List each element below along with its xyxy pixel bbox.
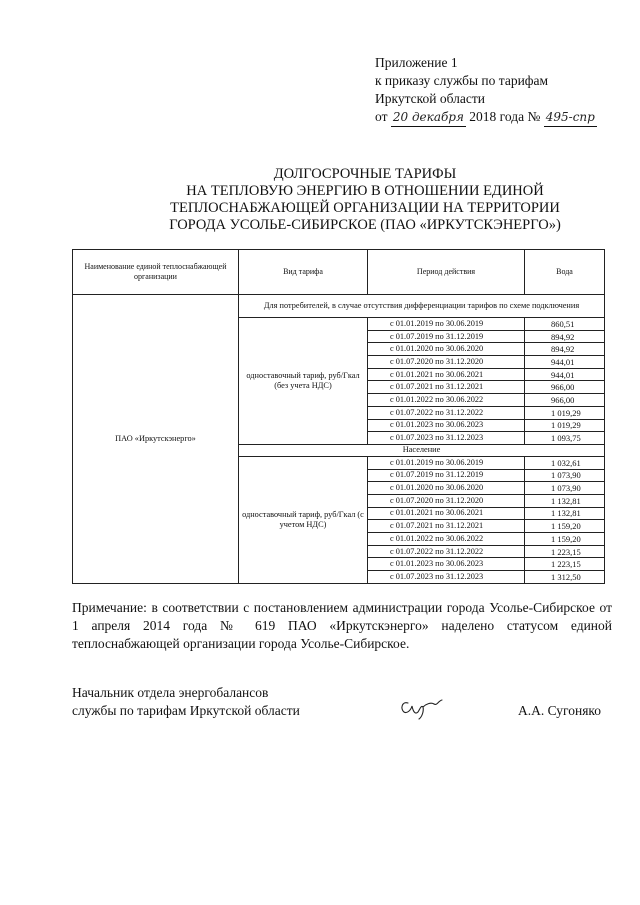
header-org: Наименование единой теплоснабжающей организации xyxy=(73,250,239,295)
position-line2: службы по тарифам Иркутской области xyxy=(72,703,300,718)
value-cell: 1 312,50 xyxy=(525,571,605,584)
position-line1: Начальник отдела энергобалансов xyxy=(72,685,269,700)
period-cell: с 01.07.2021 по 31.12.2021 xyxy=(368,381,525,394)
section2-label: Население xyxy=(239,444,605,456)
value-cell: 1 223,15 xyxy=(525,545,605,558)
tariff-table xyxy=(72,249,605,584)
period-cell: с 01.07.2020 по 31.12.2020 xyxy=(368,494,525,507)
handwritten-date: 20 декабря xyxy=(391,108,466,127)
appendix-prefix: от xyxy=(375,109,388,124)
value-cell: 1 132,81 xyxy=(525,507,605,520)
title-line3: ТЕПЛОСНАБЖАЮЩЕЙ ОРГАНИЗАЦИИ НА ТЕРРИТОРИИ xyxy=(170,200,560,216)
value-cell: 860,51 xyxy=(525,318,605,331)
value-cell: 894,92 xyxy=(525,330,605,343)
title-line2: НА ТЕПЛОВУЮ ЭНЕРГИЮ В ОТНОШЕНИИ ЕДИНОЙ xyxy=(186,183,544,199)
appendix-header xyxy=(375,54,597,127)
period-cell: с 01.07.2019 по 31.12.2019 xyxy=(368,469,525,482)
appendix-year: 2018 года № xyxy=(469,109,541,124)
period-cell: с 01.01.2021 по 30.06.2021 xyxy=(368,507,525,520)
header-tariff-type: Вид тарифа xyxy=(239,250,368,295)
section2-tariff-type: одноставочный тариф, руб/Гкал (с учетом НДС) xyxy=(239,456,368,583)
document-title xyxy=(150,166,580,234)
value-cell: 1 073,90 xyxy=(525,482,605,495)
value-cell: 894,92 xyxy=(525,343,605,356)
period-cell: с 01.07.2021 по 31.12.2021 xyxy=(368,520,525,533)
period-cell: с 01.01.2020 по 30.06.2020 xyxy=(368,343,525,356)
value-cell: 944,01 xyxy=(525,368,605,381)
period-cell: с 01.01.2019 по 30.06.2019 xyxy=(368,318,525,331)
header-period: Период действия xyxy=(368,250,525,295)
period-cell: с 01.01.2023 по 30.06.2023 xyxy=(368,419,525,432)
note-paragraph: Примечание: в соответствии с постановлением администрации города Усолье-Сибирское от 1 апреля 2014 года № 619 ПАО «Иркутскэнерго» наделено статусом единой теплоснабжающей организации города Усолье-Сибирское. xyxy=(72,600,612,651)
period-cell: с 01.07.2020 по 31.12.2020 xyxy=(368,356,525,369)
value-cell: 1 019,29 xyxy=(525,419,605,432)
period-cell: с 01.01.2022 по 30.06.2022 xyxy=(368,533,525,546)
handwritten-order-number: 495-спр xyxy=(544,108,597,127)
header-water: Вода xyxy=(525,250,605,295)
value-cell: 1 132,81 xyxy=(525,494,605,507)
value-cell: 944,01 xyxy=(525,356,605,369)
period-cell: с 01.07.2023 по 31.12.2023 xyxy=(368,571,525,584)
value-cell: 966,00 xyxy=(525,394,605,407)
section1-label: Для потребителей, в случае отсутствия дифференциации тарифов по схеме подключения xyxy=(239,295,605,318)
period-cell: с 01.01.2022 по 30.06.2022 xyxy=(368,394,525,407)
organization-cell: ПАО «Иркутскэнерго» xyxy=(73,295,239,584)
value-cell: 1 093,75 xyxy=(525,432,605,445)
period-cell: с 01.07.2022 по 31.12.2022 xyxy=(368,406,525,419)
period-cell: с 01.07.2023 по 31.12.2023 xyxy=(368,432,525,445)
signatory-name: А.А. Сугоняко xyxy=(518,703,602,718)
appendix-line2: к приказу службы по тарифам xyxy=(375,73,549,88)
appendix-line3: Иркутской области xyxy=(375,91,486,106)
appendix-date-line xyxy=(375,108,597,127)
period-cell: с 01.01.2019 по 30.06.2019 xyxy=(368,456,525,469)
signatory-position xyxy=(72,684,300,720)
period-cell: с 01.01.2021 по 30.06.2021 xyxy=(368,368,525,381)
value-cell: 1 032,61 xyxy=(525,456,605,469)
period-cell: с 01.07.2022 по 31.12.2022 xyxy=(368,545,525,558)
value-cell: 1 223,15 xyxy=(525,558,605,571)
title-line1: ДОЛГОСРОЧНЫЕ ТАРИФЫ xyxy=(273,166,457,182)
period-cell: с 01.01.2023 по 30.06.2023 xyxy=(368,558,525,571)
value-cell: 1 073,90 xyxy=(525,469,605,482)
value-cell: 1 019,29 xyxy=(525,406,605,419)
value-cell: 966,00 xyxy=(525,381,605,394)
title-line4: ГОРОДА УСОЛЬЕ-СИБИРСКОЕ (ПАО «ИРКУТСКЭНЕРГО») xyxy=(169,217,561,233)
section1-tariff-type: одноставочный тариф, руб/Гкал (без учета НДС) xyxy=(239,318,368,445)
value-cell: 1 159,20 xyxy=(525,520,605,533)
period-cell: с 01.07.2019 по 31.12.2019 xyxy=(368,330,525,343)
period-cell: с 01.01.2020 по 30.06.2020 xyxy=(368,482,525,495)
appendix-line1: Приложение 1 xyxy=(375,55,458,70)
value-cell: 1 159,20 xyxy=(525,533,605,546)
handwritten-signature xyxy=(398,695,446,721)
